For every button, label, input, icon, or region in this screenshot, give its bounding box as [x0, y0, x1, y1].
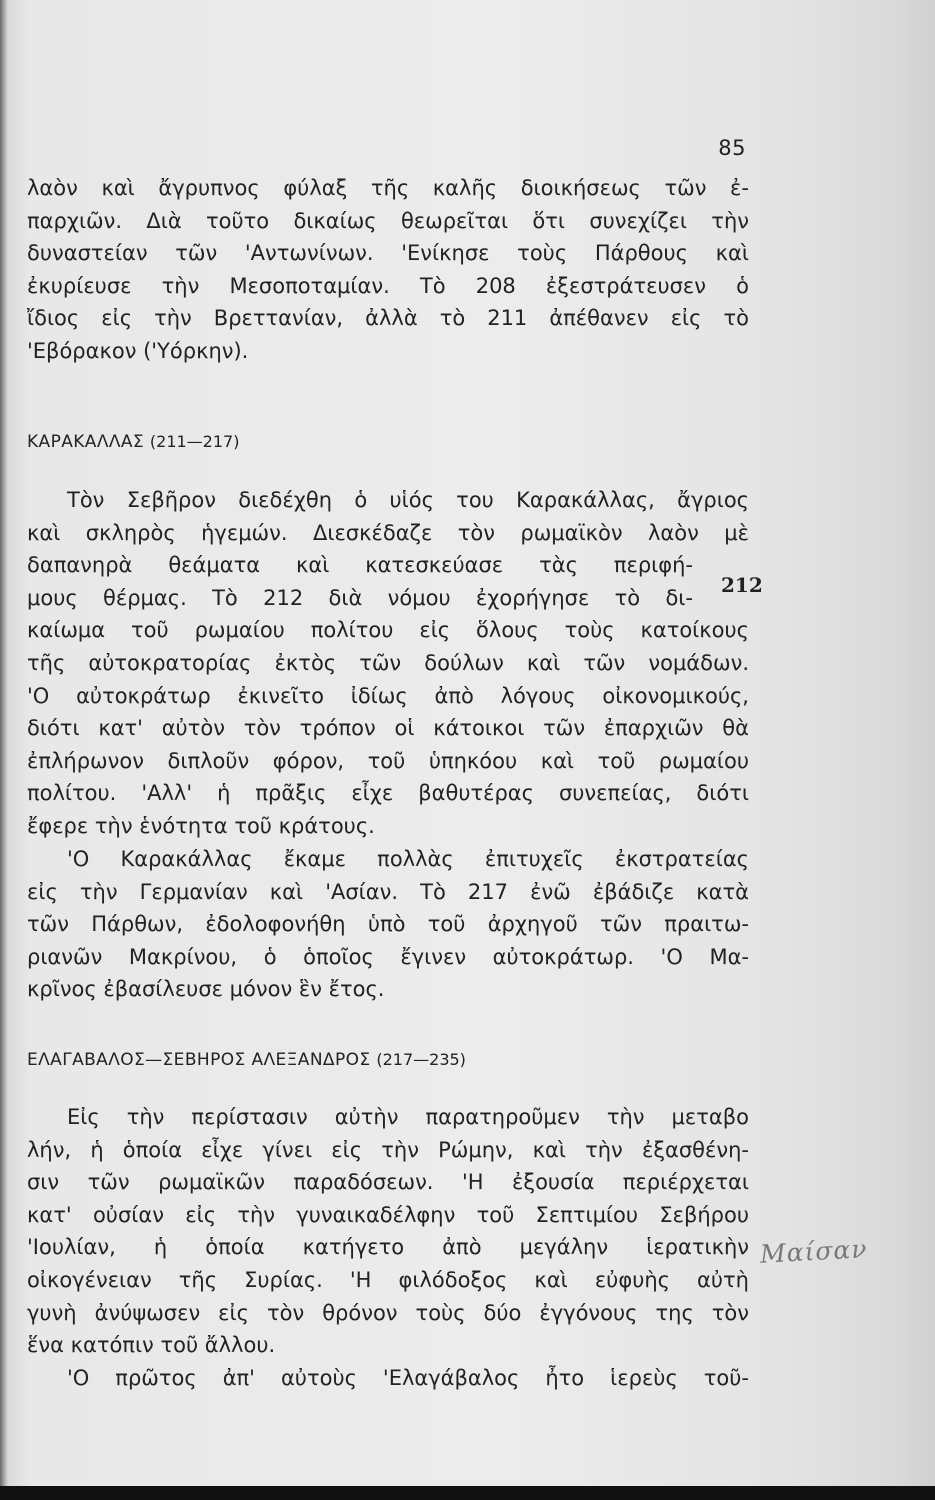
- text-line: ριανῶν Μακρίνου, ὁ ὁποῖος ἔγινεν αὐτοκράτωρ. 'Ο Μα-: [27, 944, 749, 969]
- text-line: κατ' οὐσίαν εἰς τὴν γυναικαδέλφην τοῦ Σεπτιμίου Σεβήρου: [27, 1202, 749, 1227]
- text-line: κρῖνος ἐβασίλευσε μόνον ἓν ἔτος.: [27, 977, 385, 1002]
- text-line: σιν τῶν ρωμαϊκῶν παραδόσεων. 'Η ἐξουσία περιέρχεται: [27, 1170, 749, 1195]
- page-number: 85: [718, 136, 746, 160]
- heading-title: ΚΑΡΑΚΑΛΛΑΣ: [27, 432, 145, 452]
- text-line: Τὸν Σεβῆρον διεδέχθη ὁ υἱός του Καρακάλλας, ἄγριος: [67, 488, 749, 512]
- heading-dates: (211—217): [149, 432, 240, 451]
- paragraph-5: [27, 1362, 749, 1395]
- section-heading-elagabalos: [27, 1050, 466, 1070]
- text-line: τῆς αὐτοκρατορίας ἐκτὸς τῶν δούλων καὶ τῶν νομάδων.: [27, 650, 749, 675]
- text-line: 'Εβόρακον ('Υόρκην).: [27, 338, 249, 363]
- text-line: μους θέρμας. Τὸ 212 διὰ νόμου ἐχορήγησε τὸ δι-: [27, 585, 693, 610]
- handwritten-annotation: Μαίσαν: [759, 1234, 869, 1269]
- text-line: οἰκογένειαν τῆς Συρίας. 'Η φιλόδοξος καὶ εὐφυὴς αὐτὴ: [27, 1267, 749, 1292]
- text-line: ἐκυρίευσε τὴν Μεσοποταμίαν. Τὸ 208 ἐξεστράτευσεν ὁ: [27, 273, 749, 298]
- text-line: διότι κατ' αὐτὸν τὸν τρόπον οἱ κάτοικοι τῶν ἐπαρχιῶν θὰ: [27, 716, 749, 741]
- text-line: δυναστείαν τῶν 'Αντωνίνων. 'Ενίκησε τοὺς Πάρθους καὶ: [27, 241, 749, 266]
- text-line: γυνὴ ἀνύψωσεν εἰς τὸν θρόνον τοὺς δύο ἐγγόνους της τὸν: [27, 1300, 749, 1325]
- section-heading-karakallas: [27, 432, 239, 452]
- page-left-edge-shadow: [0, 0, 8, 1500]
- paragraph-4: [27, 1101, 749, 1362]
- text-line: ἕνα κατόπιν τοῦ ἄλλου.: [27, 1333, 276, 1358]
- text-line: καὶ σκληρὸς ἡγεμών. Διεσκέδαζε τὸν ρωμαϊκὸν λαὸν μὲ: [27, 520, 749, 545]
- text-line: 'Ιουλίαν, ἡ ὁποία κατήγετο ἀπὸ μεγάλην ἱερατικὴν: [27, 1235, 749, 1260]
- text-line: λήν, ἡ ὁποία εἶχε γίνει εἰς τὴν Ρώμην, καὶ τὴν ἐξασθένη-: [27, 1137, 749, 1162]
- text-line: καίωμα τοῦ ρωμαίου πολίτου εἰς ὅλους τοὺς κατοίκους: [27, 618, 749, 643]
- text-line: παρχιῶν. Διὰ τοῦτο δικαίως θεωρεῖται ὅτι συνεχίζει τὴν: [27, 208, 749, 233]
- paragraph-3: [27, 843, 749, 1006]
- text-line: 'Ο Καρακάλλας ἔκαμε πολλὰς ἐπιτυχεῖς ἐκστρατείας: [67, 847, 749, 871]
- page-bottom-edge: [0, 1486, 935, 1500]
- text-line: ἴδιος εἰς τὴν Βρεττανίαν, ἀλλὰ τὸ 211 ἀπέθανεν εἰς τὸ: [27, 306, 749, 331]
- text-line: 'Ο αὐτοκράτωρ ἐκινεῖτο ἰδίως ἀπὸ λόγους οἰκονομικούς,: [27, 683, 749, 708]
- text-line: δαπανηρὰ θεάματα καὶ κατεσκεύασε τὰς περιφή-: [27, 553, 693, 578]
- text-line: Εἰς τὴν περίστασιν αὐτὴν παρατηροῦμεν τὴν μεταβο: [67, 1105, 749, 1129]
- margin-note-year: 212: [721, 573, 763, 597]
- heading-title: ΕΛΑΓΑΒΑΛΟΣ—ΣΕΒΗΡΟΣ ΑΛΕΞΑΝΔΡΟΣ: [27, 1050, 371, 1070]
- paragraph-2: [27, 484, 749, 843]
- text-line: τῶν Πάρθων, ἐδολοφονήθη ὑπὸ τοῦ ἀρχηγοῦ τῶν πραιτω-: [27, 912, 749, 937]
- text-line: ἔφερε τὴν ἑνότητα τοῦ κράτους.: [27, 813, 375, 838]
- heading-dates: (217—235): [376, 1050, 466, 1069]
- text-line: εἰς τὴν Γερμανίαν καὶ 'Ασίαν. Τὸ 217 ἐνῶ ἐβάδιζε κατὰ: [27, 879, 749, 904]
- text-line: λαὸν καὶ ἄγρυπνος φύλαξ τῆς καλῆς διοικήσεως τῶν ἐ-: [27, 176, 749, 200]
- paragraph-1: [27, 172, 749, 368]
- text-line: πολίτου. 'Αλλ' ἡ πρᾶξις εἶχε βαθυτέρας συνεπείας, διότι: [27, 781, 749, 806]
- text-line: ἐπλήρωνον διπλοῦν φόρον, τοῦ ὑπηκόου καὶ τοῦ ρωμαίου: [27, 748, 749, 773]
- text-line: 'Ο πρῶτος ἀπ' αὐτοὺς 'Ελαγάβαλος ἦτο ἱερεὺς τοῦ-: [67, 1366, 749, 1390]
